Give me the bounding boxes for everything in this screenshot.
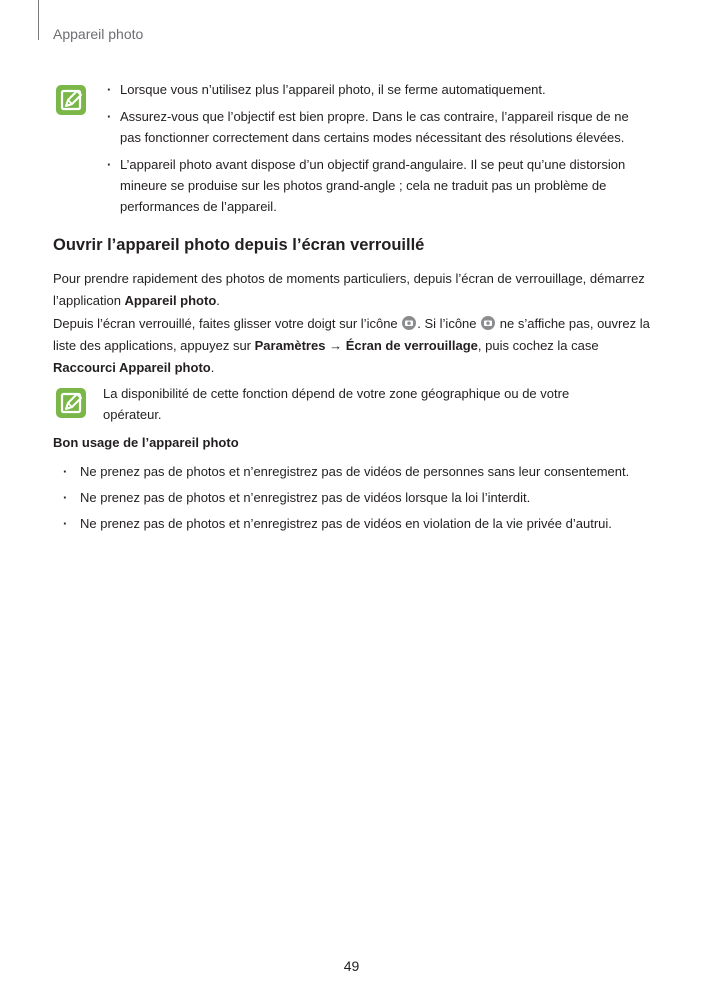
list-item: · Ne prenez pas de photos et n’enregistrez pas de vidéos lorsque la loi l’interdit.	[63, 487, 663, 508]
camera-shortcut-option: Raccourci Appareil photo	[53, 360, 211, 375]
note-pencil-icon	[55, 84, 87, 116]
lock-screen-setting: Écran de verrouillage	[345, 338, 478, 353]
subsection-title: Bon usage de l’appareil photo	[53, 435, 239, 450]
note-list	[107, 79, 652, 223]
list-item: · Assurez-vous que l’objectif est bien propre. Dans le cas contraire, l’appareil risque de ne pas fonctionner correctement dans certains modes nécessitant des résolutions élevées.	[107, 106, 652, 148]
good-use-list	[63, 461, 663, 539]
list-item: · Ne prenez pas de photos et n’enregistrez pas de vidéos de personnes sans leur consentement.	[63, 461, 663, 482]
running-head: Appareil photo	[53, 26, 144, 42]
intro-paragraph: Pour prendre rapidement des photos de moments particuliers, depuis l’écran de verrouillage, démarrez l’application Appareil photo.	[53, 271, 645, 308]
list-item: · Ne prenez pas de photos et n’enregistrez pas de vidéos en violation de la vie privée d’autrui.	[63, 513, 663, 534]
camera-icon	[481, 316, 495, 330]
settings-path: Paramètres	[254, 338, 326, 353]
note-pencil-icon	[55, 387, 87, 419]
list-item: · Lorsque vous n’utilisez plus l’appareil photo, il se ferme automatiquement.	[107, 79, 652, 100]
availability-note: La disponibilité de cette fonction dépend de votre zone géographique ou de votre opérateur.	[103, 386, 570, 422]
list-item: · L’appareil photo avant dispose d’un objectif grand-angulaire. Il se peut qu’une distorsion mineure se produise sur les photos grand-angle ; cela ne traduit pas un problème de performances de l’appareil.	[107, 154, 652, 217]
instructions-paragraph: Depuis l’écran verrouillé, faites glisser votre doigt sur l’icône . Si l’icône ne s’affiche pas, ouvrez la liste des applications, appuyez sur Paramètres → Écran de verrouillage, puis cochez la case Raccourci Appareil photo.	[53, 316, 650, 375]
camera-icon	[402, 316, 416, 330]
page-number: 49	[343, 958, 360, 974]
app-name: Appareil photo	[124, 293, 217, 308]
section-title: Ouvrir l’appareil photo depuis l’écran verrouillé	[53, 236, 425, 254]
header-rule	[38, 0, 39, 40]
